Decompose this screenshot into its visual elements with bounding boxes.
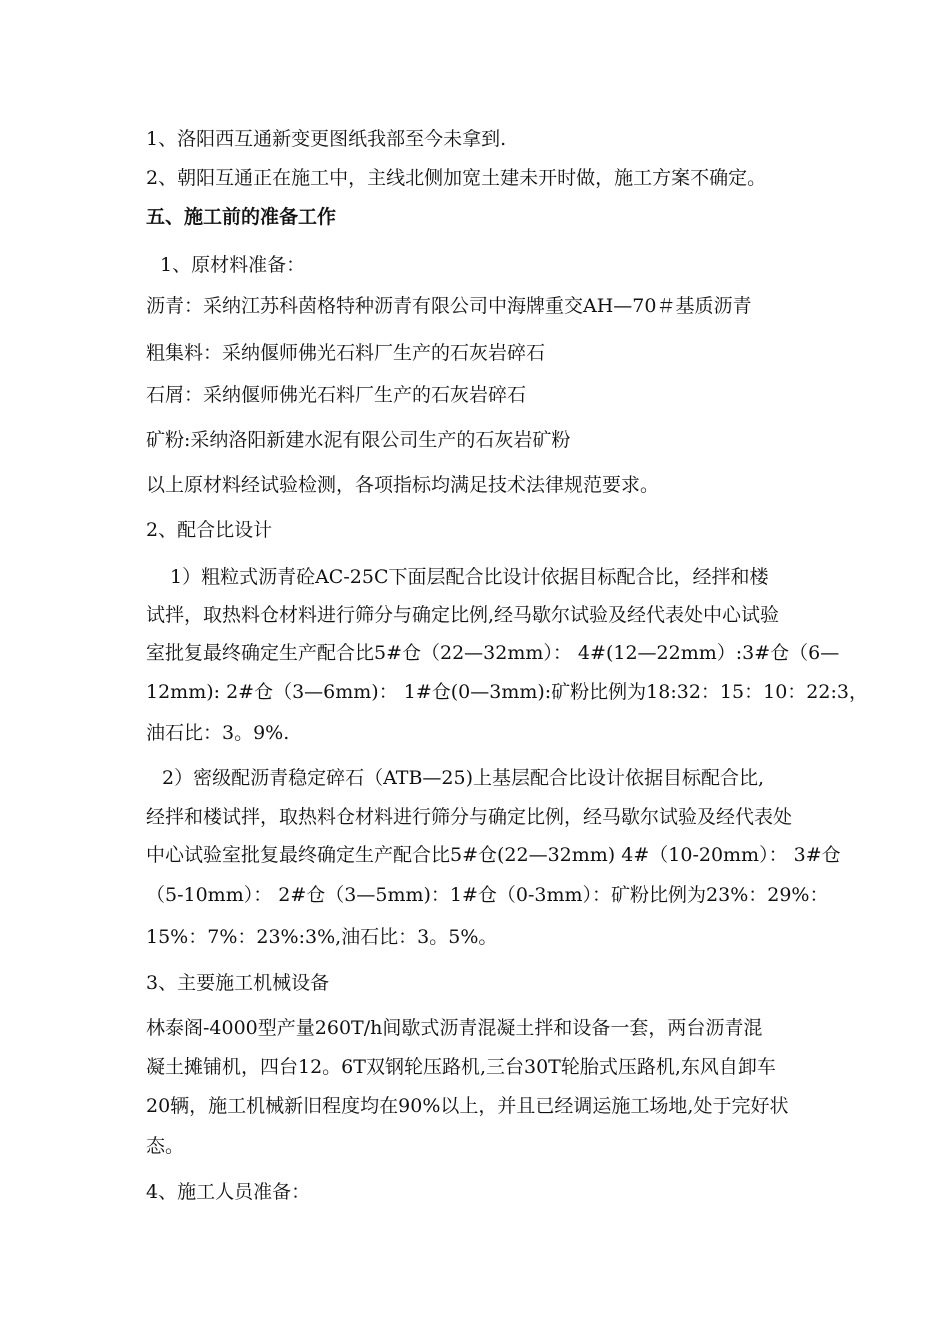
- subsection-heading-machinery: 3、主要施工机械设备: [146, 972, 330, 994]
- material-coarse-aggregate: 粗集料：采纳偃师佛光石料厂生产的石灰岩碎石: [146, 342, 546, 364]
- section-heading: 五、施工前的准备工作: [146, 206, 337, 228]
- mix-design-1-line: 1）粗粒式沥青砼AC-25C下面层配合比设计依据目标配合比，经拌和楼: [170, 566, 769, 588]
- mix-design-1-line: 试拌，取热料仓材料进行筛分与确定比例,经马歇尔试验及经代表处中心试验: [146, 604, 780, 626]
- item-2-line: 2、朝阳互通正在施工中，主线北侧加宽土建未开时做，施工方案不确定。: [146, 167, 767, 189]
- mix-design-1-line: 室批复最终确定生产配合比5#仓（22—32mm）： 4#(12—22mm）:3#仓（6—: [146, 642, 840, 664]
- mix-design-2-line: 中心试验室批复最终确定生产配合比5#仓(22—32mm) 4#（10-20mm）： 3#仓: [146, 844, 841, 866]
- material-mineral-powder: 矿粉:采纳洛阳新建水泥有限公司生产的石灰岩矿粉: [146, 429, 571, 451]
- mix-design-2-line: （5-10mm）： 2#仓（3—5mm)：1#仓（0-3mm）：矿粉比例为23%：29%：: [146, 884, 829, 906]
- subsection-heading-raw-materials: 1、原材料准备：: [160, 254, 306, 276]
- mix-design-1-line: 油石比：3。9%.: [146, 722, 290, 744]
- item-1-line: 1、洛阳西互通新变更图纸我部至今未拿到.: [146, 128, 507, 150]
- material-asphalt: 沥青：采纳江苏科茵格特种沥青有限公司中海牌重交AH—70＃基质沥青: [146, 295, 752, 317]
- materials-conclusion: 以上原材料经试验检测，各项指标均满足技术法律规范要求。: [146, 474, 660, 496]
- mix-design-2-line: 15%：7%：23%:3%,油石比：3。5%。: [146, 926, 498, 948]
- subsection-heading-personnel: 4、施工人员准备：: [146, 1181, 311, 1203]
- mix-design-2-line: 2）密级配沥青稳定碎石（ATB—25)上基层配合比设计依据目标配合比,: [162, 767, 765, 789]
- mix-design-1-line: 12mm): 2#仓（3—6mm)： 1#仓(0—3mm):矿粉比例为18:32：15：10：22:3，: [146, 681, 868, 703]
- subsection-heading-mix-design: 2、配合比设计: [146, 519, 273, 541]
- machinery-line: 凝土摊铺机，四台12。6T双钢轮压路机,三台30T轮胎式压路机,东风自卸车: [146, 1056, 776, 1078]
- machinery-line: 林泰阁-4000型产量260T/h间歇式沥青混凝土拌和设备一套，两台沥青混: [146, 1017, 763, 1039]
- mix-design-2-line: 经拌和楼试拌，取热料仓材料进行筛分与确定比例，经马歇尔试验及经代表处: [146, 806, 793, 828]
- machinery-line: 态。: [146, 1135, 185, 1157]
- material-stone-chips: 石屑：采纳偃师佛光石料厂生产的石灰岩碎石: [146, 384, 527, 406]
- machinery-line: 20辆，施工机械新旧程度均在90%以上，并且已经调运施工场地,处于完好状: [146, 1095, 789, 1117]
